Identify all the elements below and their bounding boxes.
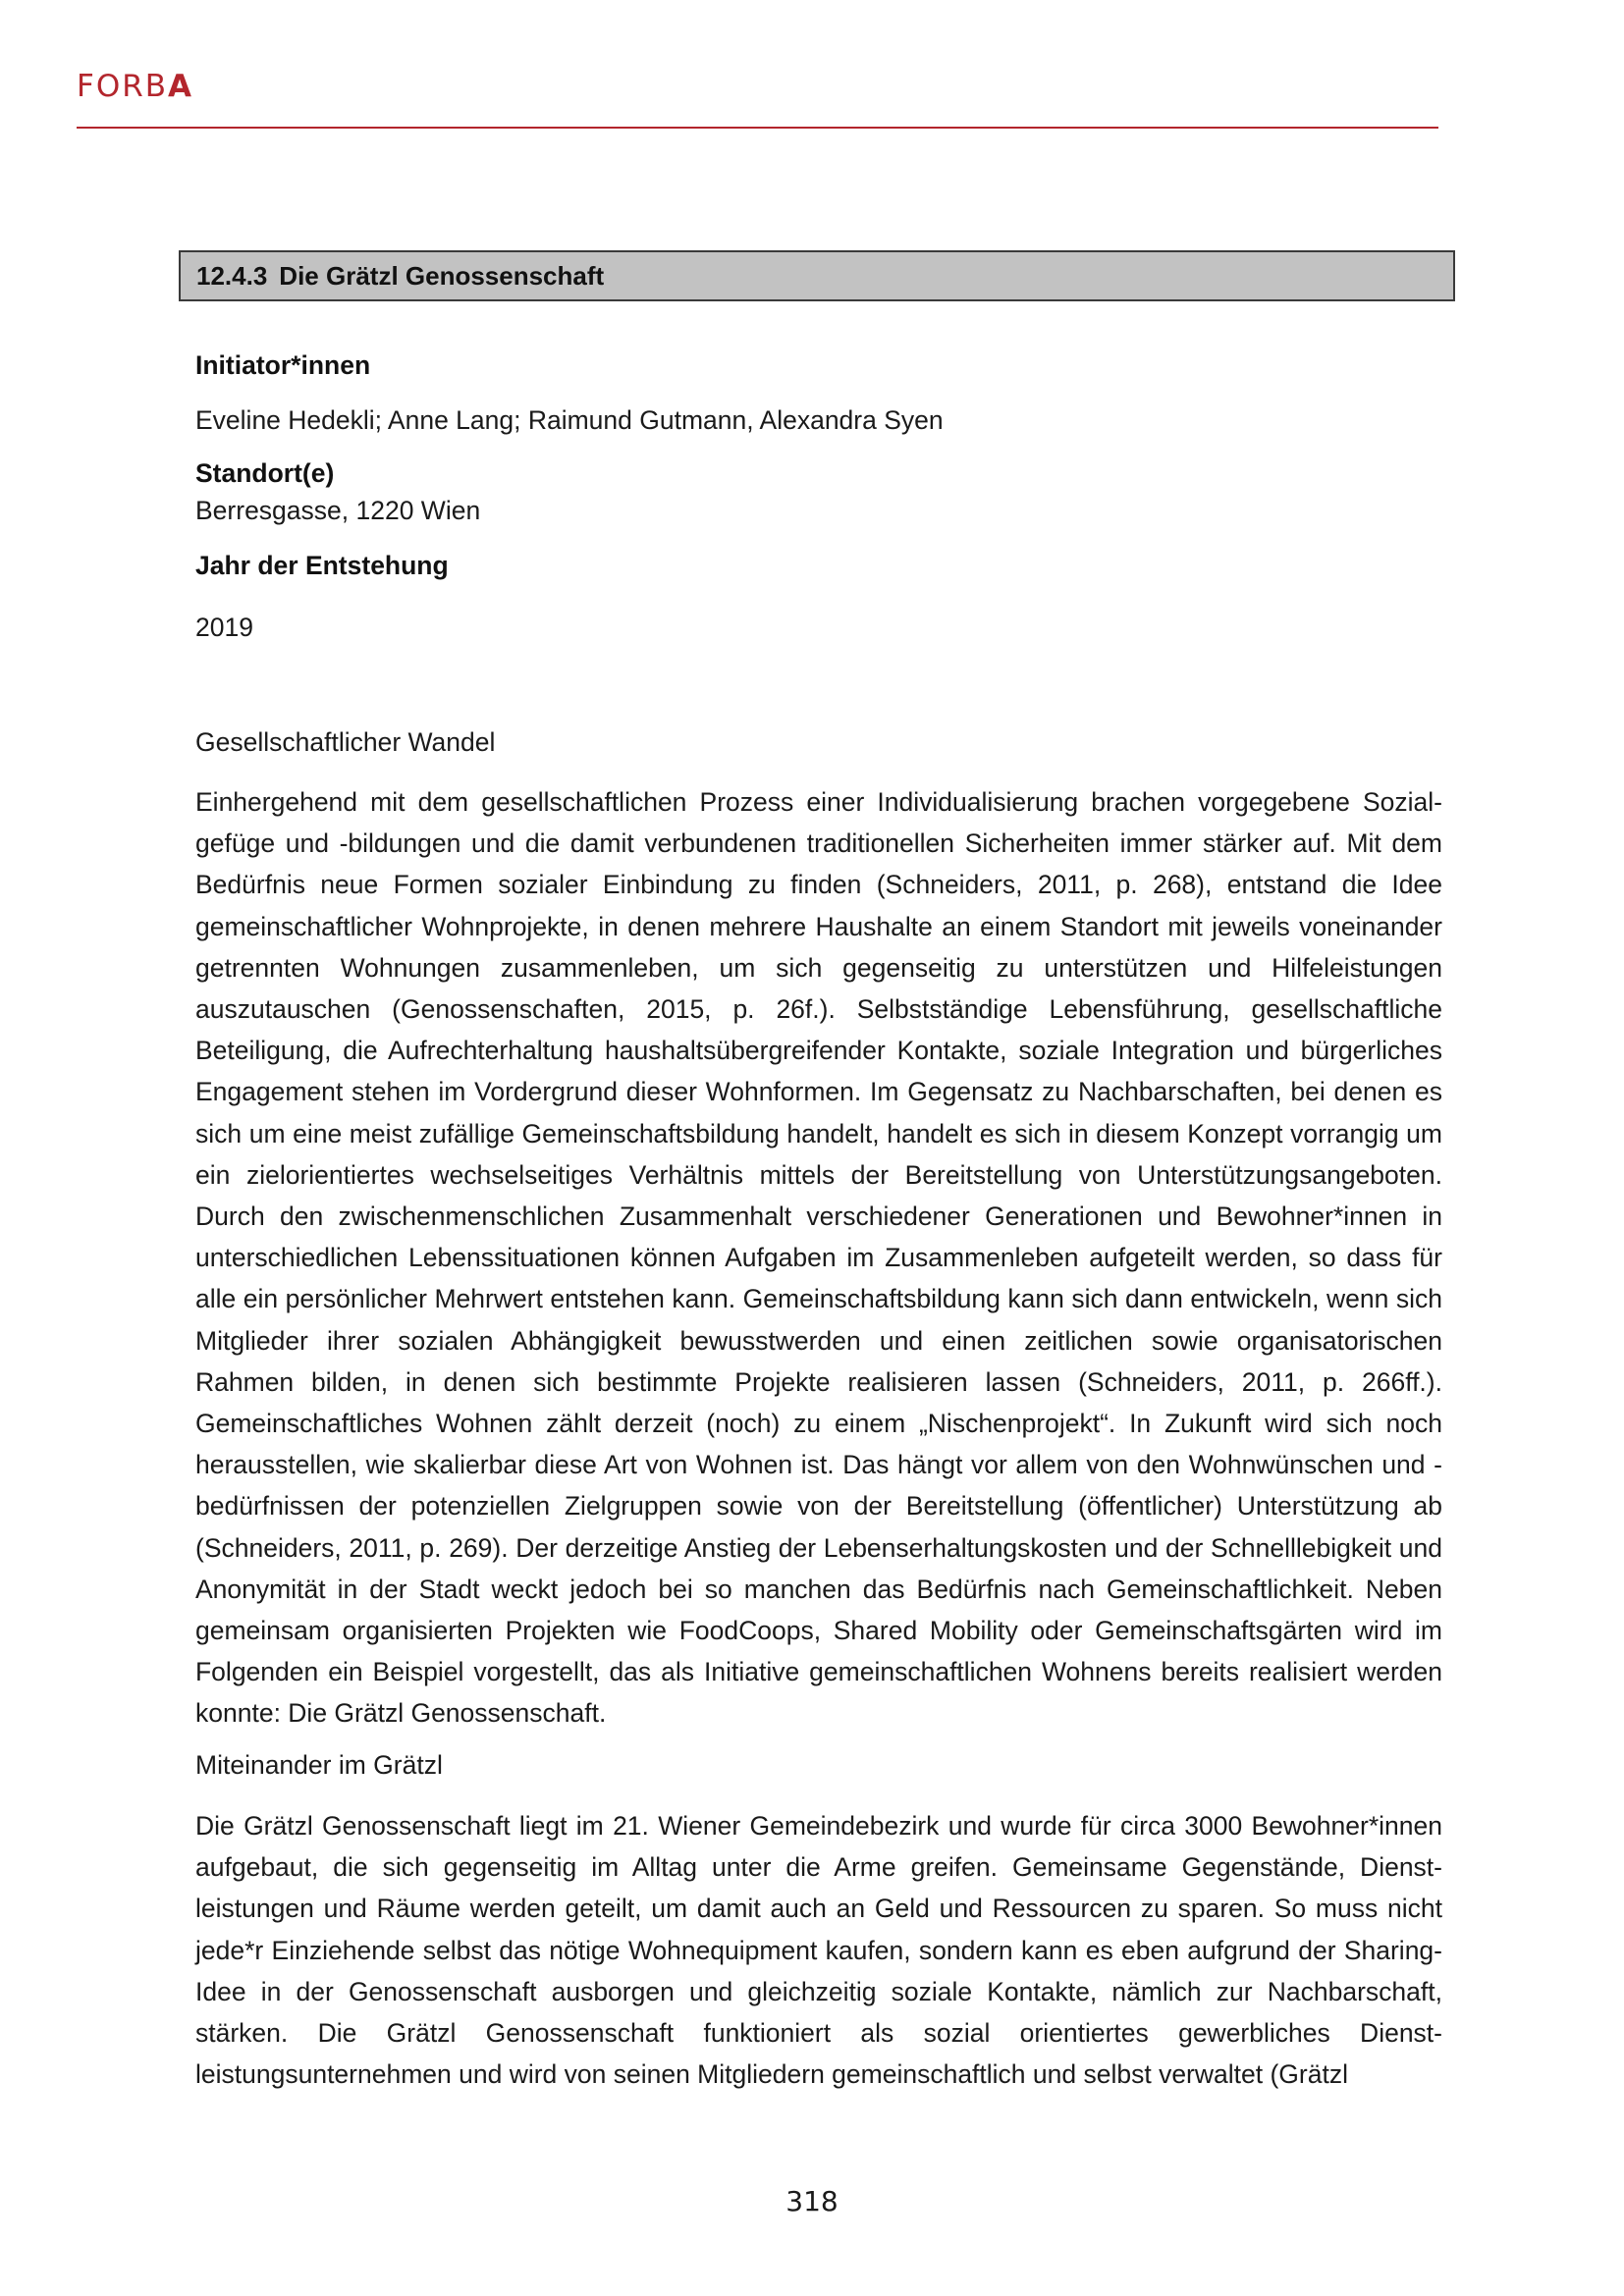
location-value: Berresgasse, 1220 Wien (195, 496, 481, 525)
page-number: 318 (785, 2185, 839, 2217)
year-label: Jahr der Entstehung (195, 551, 449, 580)
section-heading (179, 250, 1455, 301)
initiators-label: Initiator*innen (195, 350, 371, 380)
logo-accent-text: A (168, 69, 194, 104)
subhead-social-change: Gesellschaftlicher Wandel (195, 727, 496, 757)
section-title: Die Grätzl Genossenschaft (279, 260, 605, 291)
year-value: 2019 (195, 613, 253, 642)
section-number: 12.4.3 (196, 260, 268, 291)
initiators-value: Eveline Hedekli; Anne Lang; Raimund Gutmann, Alexandra Syen (195, 405, 944, 435)
subhead-together: Miteinander im Grätzl (195, 1750, 443, 1780)
paragraph-together: Die Grätzl Genossenschaft liegt im 21. Wiener Gemeindebezirk und wurde für circa 3000 Bewohner*innen aufgebaut, die sich gegenseitig im Alltag unter die Arme greifen. Gemeinsame Gegenstände, Dienstleistungen und Räume werden geteilt, um damit auch an Geld und Ressourcen zu sparen. So muss nicht jede*r Einziehende selbst das nötige Wohnequipment kaufen, sondern kann es eben aufgrund der Sharing-Idee in der Genossenschaft ausborgen und gleichzeitig soziale Kontakte, nämlich zur Nachbarschaft, stärken. Die Grätzl Genossenschaft funktioniert als sozial orientiertes gewerbliches Dienstleistungsunternehmen und wird von seinen Mitgliedern gemeinschaftlich und selbst verwaltet (Grätzl (195, 1811, 1442, 2090)
header-divider (77, 127, 1438, 129)
location-label: Standort(e) (195, 458, 335, 488)
paragraph-social-change: Einhergehend mit dem gesellschaftlichen Prozess einer Individualisierung brachen vorgegebene Sozialgefüge und -bildungen und die damit verbundenen traditionellen Sicherheiten immer stärker auf. Mit dem Bedürfnis neue Formen sozialer Einbindung zu finden (Schneiders, 2011, p. 268), entstand die Idee gemeinschaftlicher Wohnprojekte, in denen mehrere Haushalte an einem Standort mit jeweils voneinander getrennten Wohnungen zusammenleben, um sich gegenseitig zu unterstützen und Hilfeleistungen auszutauschen (Genossenschaften, 2015, p. 26f.). Selbstständige Lebensführung, gesellschaftliche Beteiligung, die Aufrechterhaltung haushaltsübergreifender Kontakte, soziale Integration und bürgerliches Engagement stehen im Vordergrund dieser Wohnformen. Im Gegensatz zu Nachbarschaften, bei denen es sich um eine meist zufällige Gemeinschaftsbildung handelt, handelt es sich in diesem Konzept vorrangig um ein zielorientiertes wechselseitiges Verhältnis mittels der Bereitstellung von Unterstützungsangeboten. Durch den zwischenmenschlichen Zusammenhalt verschiedener Generationen und Bewohner*innen in unterschiedlichen Lebenssituationen können Aufgaben im Zusammenleben aufgeteilt werden, so dass für alle ein persönlicher Mehrwert entstehen kann. Gemeinschaftsbildung kann sich dann entwickeln, wenn sich Mitglieder ihrer sozialen Abhängigkeit bewusstwerden und einen zeitlichen sowie organisatorischen Rahmen bilden, in denen sich bestimmte Projekte realisieren lassen (Schneiders, 2011, p. 266ff.). Gemeinschaftliches Wohnen zählt derzeit (noch) zu einem „Nischenprojekt“. In Zukunft wird sich noch herausstellen, wie skalierbar diese Art von Wohnen ist. Das hängt vor allem von den Wohnwünschen und -bedürfnissen der potenziellen Zielgruppen sowie von der Bereitstellung (öffentlicher) Unterstützung ab (Schneiders, 2011, p. 269). Der derzeitige Anstieg der Lebenserhaltungskosten und der Schnelllebigkeit und Anonymität in der Stadt weckt jedoch bei so manchen das Bedürfnis nach Gemeinschaftlichkeit. Neben gemeinsam organisierten Projekten wie FoodCoops, Shared Mobility oder Gemeinschaftsgärten wird im Folgenden ein Beispiel vorgestellt, das als Initiative gemeinschaftlichen Wohnens bereits realisiert werden konnte: Die Grätzl Genossenschaft. (195, 787, 1442, 1729)
forba-logo (77, 69, 193, 104)
logo-main-text: FORB (77, 69, 169, 104)
